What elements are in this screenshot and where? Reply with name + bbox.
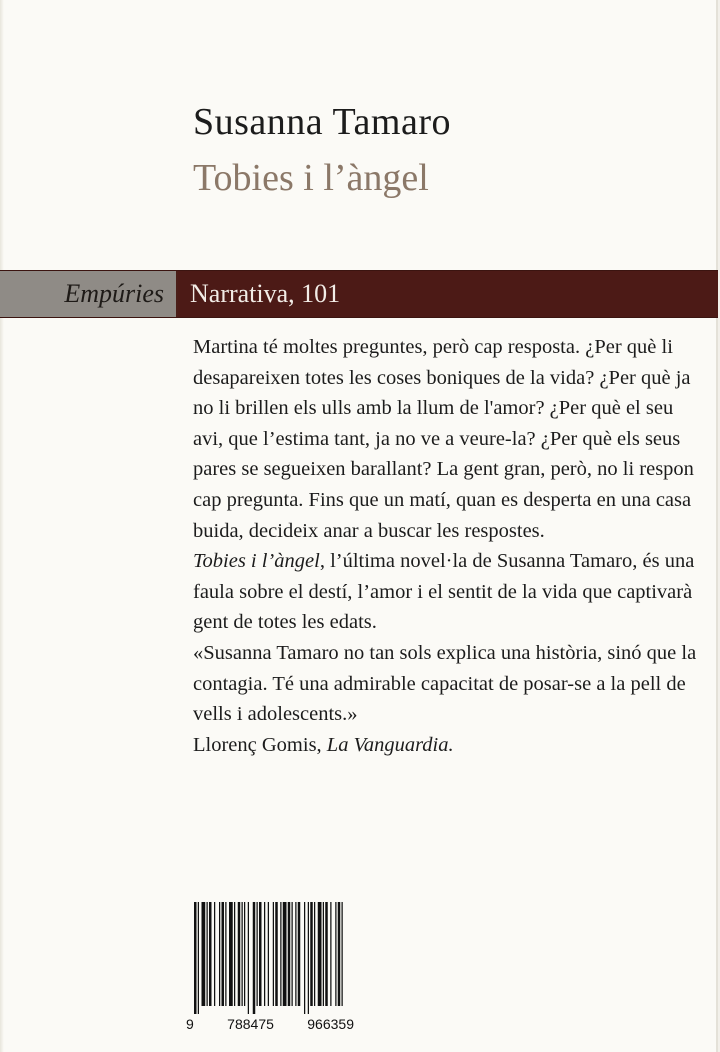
barcode-digits	[184, 1016, 356, 1032]
barcode-bar	[209, 902, 212, 1006]
barcode-bar	[268, 902, 269, 1006]
barcode-bar	[198, 902, 199, 1014]
barcode-bar	[275, 902, 278, 1006]
barcode-bar	[264, 902, 265, 1006]
quote-source: La Vanguardia.	[326, 733, 454, 756]
barcode	[184, 898, 356, 1032]
barcode-bar	[225, 902, 226, 1006]
barcode-bar	[298, 902, 301, 1006]
blurb-title-italic: Tobies i l’àngel	[193, 550, 320, 573]
barcode-bar	[295, 902, 296, 1006]
barcode-bar	[288, 902, 291, 1006]
barcode-bar	[207, 902, 208, 1006]
barcode-bar	[335, 902, 336, 1006]
barcode-bar	[308, 902, 309, 1014]
quote-author: Llorenç Gomis,	[193, 733, 327, 756]
barcode-bar	[194, 902, 197, 1014]
author-name: Susanna Tamaro	[193, 101, 451, 143]
spine-edge	[0, 0, 4, 1052]
barcode-bar	[323, 902, 324, 1006]
barcode-bar	[342, 902, 343, 1006]
barcode-bar	[283, 902, 287, 1006]
barcode-first-digit: 9	[186, 1016, 194, 1032]
collection-name: Narrativa, 101	[190, 279, 341, 308]
barcode-bar	[304, 902, 305, 1014]
review-quote: «Susanna Tamaro no tan sols explica una història, sinó que la contagia. Té una admirable capacitat de posar-se a la pell de vells i adolescents.»	[193, 641, 697, 726]
blurb-text	[193, 332, 703, 760]
barcode-bar	[244, 902, 245, 1006]
barcode-bar	[253, 902, 256, 1014]
barcode-bar	[202, 902, 206, 1006]
barcode-bar	[310, 902, 313, 1006]
barcode-bar	[238, 902, 241, 1006]
barcode-bar	[219, 902, 220, 1006]
barcode-bar	[338, 902, 341, 1006]
barcode-bar	[248, 902, 249, 1014]
barcode-left-group: 788475	[227, 1016, 274, 1032]
barcode-bar	[229, 902, 233, 1006]
barcode-bar	[280, 902, 281, 1006]
book-title: Tobies i l’àngel	[193, 157, 429, 199]
barcode-right-group: 966359	[307, 1016, 354, 1032]
quote-attribution	[193, 730, 703, 761]
barcode-bar	[214, 902, 215, 1006]
publisher-name: Empúries	[64, 279, 164, 308]
blurb-paragraph-2	[193, 546, 703, 638]
barcode-bar	[222, 902, 225, 1006]
barcode-bars	[194, 902, 346, 1014]
barcode-bar	[314, 902, 315, 1006]
barcode-bar	[259, 902, 262, 1006]
barcode-bar	[242, 902, 243, 1006]
barcode-bar	[330, 902, 331, 1006]
barcode-bar	[292, 902, 293, 1006]
barcode-bar	[325, 902, 328, 1006]
barcode-bar	[257, 902, 258, 1006]
barcode-bar	[234, 902, 235, 1006]
barcode-bar	[318, 902, 322, 1006]
publisher-box	[0, 271, 178, 317]
blurb-paragraph-2-text: , l’última novel·la de Susanna Tamaro, és una faula sobre el destí, l’amor i el sentit de la vida que captivarà gent de totes les edats.	[193, 550, 695, 634]
collection-box	[178, 271, 718, 317]
publisher-band	[0, 270, 718, 318]
barcode-bar	[273, 902, 274, 1006]
blurb-paragraph-1: Martina té moltes preguntes, però cap resposta. ¿Per què li desapareixen totes les coses boniques de la vida? ¿Per què ja no li brillen els ulls amb la llum de l'amor? ¿Per què el seu avi, que l’estima tant, ja no ve a veure-la? ¿Per què els seus pares se segueixen barallant? La gent gran, però, no li respon cap pregunta. Fins que un matí, quan es desperta en una casa buida, decideix anar a buscar les respostes.	[193, 336, 694, 542]
